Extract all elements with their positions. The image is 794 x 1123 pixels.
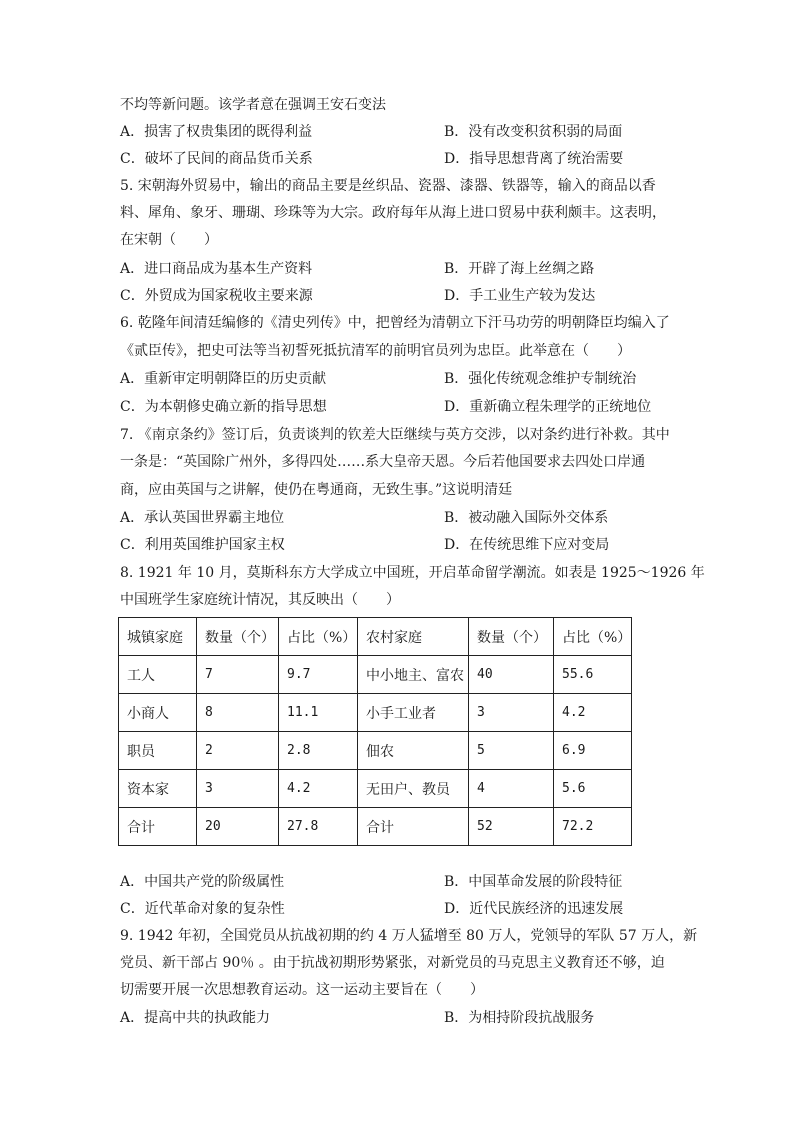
table-cell: 5 (469, 732, 554, 770)
table-cell: 3 (469, 694, 554, 732)
table-cell: 8 (197, 694, 279, 732)
question-6-option-c: C．为本朝修史确立新的指导思想 (120, 399, 327, 415)
question-9-stem-line-3: 切需要开展一次思想教育运动。这一运动主要旨在（ ） (120, 982, 484, 998)
question-6-stem-line-1: 6. 乾隆年间清廷编修的《清史列传》中，把曾经为清朝立下汗马功劳的明朝降臣均编入了 (120, 315, 670, 331)
table-cell: 11.1 (279, 694, 358, 732)
table-cell: 6.9 (554, 732, 632, 770)
table-header-cell: 数量（个） (197, 618, 279, 656)
table-cell: 7 (197, 656, 279, 694)
table-header-cell: 数量（个） (469, 618, 554, 656)
question-6-option-a: A．重新审定明朝降臣的历史贡献 (120, 371, 327, 387)
question-8-stem-line-1: 8. 1921 年 10 月，莫斯科东方大学成立中国班，开启革命留学潮流。如表是 1925～1926 年 (120, 565, 705, 581)
table-cell: 5.6 (554, 770, 632, 808)
table-cell: 9.7 (279, 656, 358, 694)
question-5-stem-line-3: 在宋朝（ ） (120, 232, 218, 248)
question-8-option-d: D．近代民族经济的迅速发展 (444, 901, 624, 917)
question-6-option-d: D．重新确立程朱理学的正统地位 (444, 399, 652, 415)
table-row (119, 656, 632, 694)
table-cell: 无田户、教员 (358, 770, 469, 808)
question-4-option-d: D．指导思想背离了统治需要 (444, 151, 624, 167)
question-7-option-a: A．承认英国世界霸主地位 (120, 510, 285, 526)
table-cell: 4 (469, 770, 554, 808)
question-4-option-c: C．破坏了民间的商品货币关系 (120, 151, 313, 167)
question-4-stem: 不均等新问题。该学者意在强调王安石变法 (120, 97, 386, 113)
table-total-row (119, 808, 632, 846)
table-cell: 20 (197, 808, 279, 846)
table-header-cell: 农村家庭 (358, 618, 469, 656)
table-cell: 2 (197, 732, 279, 770)
table-row (119, 770, 632, 808)
question-7-option-b: B．被动融入国际外交体系 (444, 510, 609, 526)
question-8-option-c: C．近代革命对象的复杂性 (120, 901, 285, 917)
question-7-option-c: C．利用英国维护国家主权 (120, 537, 285, 553)
student-family-table (118, 617, 632, 846)
question-5-option-a: A．进口商品成为基本生产资料 (120, 261, 313, 277)
table-cell: 2.8 (279, 732, 358, 770)
table-cell: 中小地主、富农 (358, 656, 469, 694)
question-9-stem-line-1: 9. 1942 年初，全国党员从抗战初期的约 4 万人猛增至 80 万人，党领导的军队 57 万人，新 (120, 928, 698, 944)
table-cell: 72.2 (554, 808, 632, 846)
question-7-stem-line-1: 7. 《南京条约》签订后，负责谈判的钦差大臣继续与英方交涉，以对条约进行补救。其中 (120, 427, 670, 443)
table-header-cell: 城镇家庭 (119, 618, 197, 656)
table-cell: 52 (469, 808, 554, 846)
table-cell: 合计 (119, 808, 197, 846)
question-8-stem-line-2: 中国班学生家庭统计情况，其反映出（ ） (120, 592, 400, 608)
question-5-stem-line-1: 5. 宋朝海外贸易中，输出的商品主要是丝织品、瓷器、漆器、铁器等，输入的商品以香 (120, 178, 656, 194)
table-header-cell: 占比（%） (554, 618, 632, 656)
question-6-option-b: B．强化传统观念维护专制统治 (444, 371, 637, 387)
table-cell: 4.2 (279, 770, 358, 808)
table-cell: 佃农 (358, 732, 469, 770)
question-5-option-b: B．开辟了海上丝绸之路 (444, 261, 595, 277)
question-8-option-a: A．中国共产党的阶级属性 (120, 874, 285, 890)
question-9-stem-line-2: 党员、新干部占 90％ 。由于抗战初期形势紧张，对新党员的马克思主义教育还不够，迫 (120, 955, 665, 971)
table-cell: 资本家 (119, 770, 197, 808)
table-cell: 27.8 (279, 808, 358, 846)
question-5-option-d: D．手工业生产较为发达 (444, 288, 596, 304)
table-cell: 职员 (119, 732, 197, 770)
question-7-stem-line-3: 商，应由英国与之讲解，使仍在粤通商，无致生事。”这说明清廷 (120, 482, 513, 498)
question-8-option-b: B．中国革命发展的阶段特征 (444, 874, 623, 890)
question-4-option-a: A．损害了权贵集团的既得利益 (120, 124, 313, 140)
question-7-option-d: D．在传统思维下应对变局 (444, 537, 610, 553)
table-cell: 小手工业者 (358, 694, 469, 732)
table-cell: 4.2 (554, 694, 632, 732)
table-row (119, 694, 632, 732)
question-5-option-c: C．外贸成为国家税收主要来源 (120, 288, 313, 304)
question-6-stem-line-2: 《贰臣传》，把史可法等当初誓死抵抗清军的前明官员列为忠臣。此举意在（ ） (120, 343, 631, 359)
question-9-option-a: A．提高中共的执政能力 (120, 1010, 271, 1026)
table-cell: 3 (197, 770, 279, 808)
table-cell: 小商人 (119, 694, 197, 732)
table-header-cell: 占比（%） (279, 618, 358, 656)
table-cell: 工人 (119, 656, 197, 694)
table-header-row (119, 618, 632, 656)
table-row (119, 732, 632, 770)
question-9-option-b: B．为相持阶段抗战服务 (444, 1010, 595, 1026)
table-cell: 合计 (358, 808, 469, 846)
table-cell: 40 (469, 656, 554, 694)
question-5-stem-line-2: 料、犀角、象牙、珊瑚、珍珠等为大宗。政府每年从海上进口贸易中获利颇丰。这表明， (120, 205, 666, 221)
question-4-option-b: B．没有改变积贫积弱的局面 (444, 124, 623, 140)
question-7-stem-line-2: 一条是：“英国除广州外，多得四处……系大皇帝天恩。今后若他国要求去四处口岸通 (120, 454, 646, 470)
table-cell: 55.6 (554, 656, 632, 694)
